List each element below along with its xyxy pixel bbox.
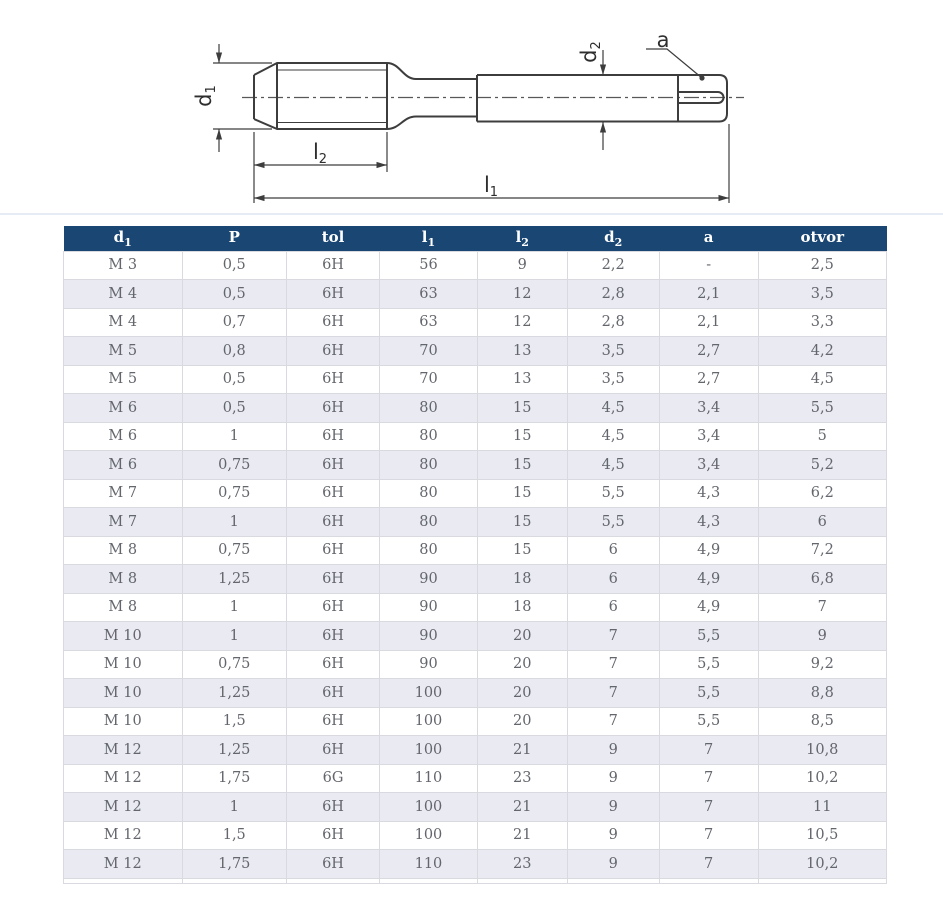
table-cell: 100 bbox=[380, 821, 478, 850]
table-body bbox=[64, 251, 887, 878]
table-cell: 4,5 bbox=[567, 451, 659, 480]
table-cell: M 12 bbox=[64, 821, 183, 850]
table-cell: 90 bbox=[380, 593, 478, 622]
table-cell: M 4 bbox=[64, 280, 183, 309]
table-cell: 1 bbox=[182, 622, 287, 651]
table-cell: 5,5 bbox=[659, 650, 758, 679]
table-cell: 1,5 bbox=[182, 707, 287, 736]
table-cell: 7 bbox=[567, 679, 659, 708]
table-cell: 13 bbox=[477, 337, 567, 366]
table-cell: 15 bbox=[477, 536, 567, 565]
table-row bbox=[64, 451, 887, 480]
table-cell: 4,3 bbox=[659, 479, 758, 508]
table-cell: 6H bbox=[287, 707, 380, 736]
table-cell: 4,9 bbox=[659, 565, 758, 594]
table-cell: 6H bbox=[287, 565, 380, 594]
table-cell: 5,5 bbox=[567, 508, 659, 537]
table-cell: 1,5 bbox=[182, 821, 287, 850]
table-cell: M 5 bbox=[64, 365, 183, 394]
col-header-p: P bbox=[182, 226, 287, 251]
table-cell: M 12 bbox=[64, 793, 183, 822]
table-cell: 100 bbox=[380, 736, 478, 765]
table-cell: 23 bbox=[477, 850, 567, 879]
table-cell: 0,5 bbox=[182, 365, 287, 394]
table-cell: 6H bbox=[287, 650, 380, 679]
table-cell: 4,9 bbox=[659, 593, 758, 622]
col-header-tol: tol bbox=[287, 226, 380, 251]
table-cell: 21 bbox=[477, 821, 567, 850]
dimensions-table bbox=[63, 226, 887, 884]
dimension-d2 bbox=[577, 41, 606, 150]
table-cell: 1,25 bbox=[182, 565, 287, 594]
table-cell: 80 bbox=[380, 394, 478, 423]
dimension-d1 bbox=[192, 44, 272, 152]
table-cell: 6 bbox=[567, 593, 659, 622]
table-row bbox=[64, 821, 887, 850]
section-divider bbox=[0, 213, 943, 215]
table-cell: 1 bbox=[182, 793, 287, 822]
table-cell: 2,8 bbox=[567, 280, 659, 309]
table-cell: 9,2 bbox=[758, 650, 886, 679]
table-cell: M 10 bbox=[64, 650, 183, 679]
table-cell: 80 bbox=[380, 479, 478, 508]
col-header-otvor: otvor bbox=[758, 226, 886, 251]
table-cell: 6H bbox=[287, 280, 380, 309]
table-cell: 6H bbox=[287, 850, 380, 879]
table-cell: 5,5 bbox=[659, 707, 758, 736]
table-cell: M 3 bbox=[64, 251, 183, 280]
table-cell: 80 bbox=[380, 451, 478, 480]
table-cell: 6 bbox=[758, 508, 886, 537]
table-cell: 10,2 bbox=[758, 764, 886, 793]
table-cell: M 8 bbox=[64, 593, 183, 622]
dim-label-a: a bbox=[656, 28, 670, 52]
table-cell: 7 bbox=[659, 850, 758, 879]
table-cell: 0,75 bbox=[182, 650, 287, 679]
table-cell: 6H bbox=[287, 394, 380, 423]
table-row bbox=[64, 850, 887, 879]
col-header-a: a bbox=[659, 226, 758, 251]
table-row bbox=[64, 650, 887, 679]
table-cell: 3,3 bbox=[758, 308, 886, 337]
table-row bbox=[64, 479, 887, 508]
table-cell: 5,5 bbox=[659, 679, 758, 708]
table-cell: - bbox=[659, 251, 758, 280]
table-cell: 56 bbox=[380, 251, 478, 280]
table-cell: 6,8 bbox=[758, 565, 886, 594]
table-cell: 23 bbox=[477, 764, 567, 793]
table-cell: 9 bbox=[567, 764, 659, 793]
table-row bbox=[64, 764, 887, 793]
table-cell: 9 bbox=[567, 821, 659, 850]
table-cell: 6H bbox=[287, 736, 380, 765]
table-row bbox=[64, 707, 887, 736]
table-cell: M 6 bbox=[64, 394, 183, 423]
table-cell: M 4 bbox=[64, 308, 183, 337]
table-cell: 2,5 bbox=[758, 251, 886, 280]
table-row bbox=[64, 679, 887, 708]
table-cell: 18 bbox=[477, 565, 567, 594]
table-cell: 8,8 bbox=[758, 679, 886, 708]
table-cell: 6,2 bbox=[758, 479, 886, 508]
dim-label-l2: l2 bbox=[312, 140, 328, 167]
table-cell: 6H bbox=[287, 622, 380, 651]
table-cell: 20 bbox=[477, 650, 567, 679]
table-cell: 6H bbox=[287, 308, 380, 337]
table-cell: 21 bbox=[477, 736, 567, 765]
table-cell: 3,4 bbox=[659, 451, 758, 480]
table-cell: 2,7 bbox=[659, 365, 758, 394]
table-cell: 90 bbox=[380, 622, 478, 651]
table-cell: 10,5 bbox=[758, 821, 886, 850]
table-cell: 7,2 bbox=[758, 536, 886, 565]
table-cell: 3,5 bbox=[758, 280, 886, 309]
table-partial-row-body bbox=[64, 878, 887, 883]
table-cell: 4,5 bbox=[758, 365, 886, 394]
col-header-d2: $d_2$ bbox=[567, 226, 659, 251]
table-cell: 3,4 bbox=[659, 422, 758, 451]
table-header-row bbox=[64, 226, 887, 251]
table-cell: 6H bbox=[287, 593, 380, 622]
table-cell: 20 bbox=[477, 707, 567, 736]
table-cell: 9 bbox=[758, 622, 886, 651]
table-cell: 1 bbox=[182, 508, 287, 537]
table-cell: 0,5 bbox=[182, 251, 287, 280]
table-cell: 4,2 bbox=[758, 337, 886, 366]
dimensions-table-wrap bbox=[63, 226, 887, 884]
table-cell: 1,25 bbox=[182, 736, 287, 765]
col-header-l1: $l_1$ bbox=[380, 226, 478, 251]
table-cell: 0,5 bbox=[182, 394, 287, 423]
table-cell: M 7 bbox=[64, 479, 183, 508]
table-cell: 70 bbox=[380, 337, 478, 366]
table-cell: 2,2 bbox=[567, 251, 659, 280]
table-cell: 1 bbox=[182, 593, 287, 622]
table-cell: 100 bbox=[380, 793, 478, 822]
table-cell: 10,2 bbox=[758, 850, 886, 879]
table-cell: 7 bbox=[567, 707, 659, 736]
table-cell: 0,75 bbox=[182, 479, 287, 508]
table-cell: 0,7 bbox=[182, 308, 287, 337]
table-cell: 7 bbox=[659, 793, 758, 822]
table-cell: 3,4 bbox=[659, 394, 758, 423]
tap-outline bbox=[254, 63, 727, 129]
table-row bbox=[64, 593, 887, 622]
table-row bbox=[64, 394, 887, 423]
table-cell: 100 bbox=[380, 679, 478, 708]
table-cell: 9 bbox=[567, 793, 659, 822]
table-cell: 80 bbox=[380, 536, 478, 565]
table-cell: 6H bbox=[287, 422, 380, 451]
table-row bbox=[64, 251, 887, 280]
table-cell: 15 bbox=[477, 451, 567, 480]
table-cell: 100 bbox=[380, 707, 478, 736]
table-cell: 6H bbox=[287, 679, 380, 708]
table-cell: 6H bbox=[287, 536, 380, 565]
table-cell: 5,5 bbox=[758, 394, 886, 423]
table-cell: 0,5 bbox=[182, 280, 287, 309]
table-cell: 2,7 bbox=[659, 337, 758, 366]
table-cell: 13 bbox=[477, 365, 567, 394]
table-header bbox=[64, 226, 887, 251]
table-cell: 110 bbox=[380, 850, 478, 879]
table-cell: 6 bbox=[567, 536, 659, 565]
table-row bbox=[64, 536, 887, 565]
table-cell: 15 bbox=[477, 394, 567, 423]
table-cell: 6 bbox=[567, 565, 659, 594]
tap-technical-drawing bbox=[0, 0, 943, 212]
table-cell: 6H bbox=[287, 821, 380, 850]
table-cell: 6H bbox=[287, 451, 380, 480]
table-cell: 5,2 bbox=[758, 451, 886, 480]
table-cell: M 7 bbox=[64, 508, 183, 537]
dimension-l2 bbox=[254, 132, 387, 203]
table-cell: M 12 bbox=[64, 850, 183, 879]
table-row bbox=[64, 736, 887, 765]
table-row bbox=[64, 308, 887, 337]
table-cell: 15 bbox=[477, 422, 567, 451]
callout-a bbox=[646, 28, 705, 81]
table-cell: 0,8 bbox=[182, 337, 287, 366]
table-cell: 63 bbox=[380, 308, 478, 337]
table-cell: 9 bbox=[567, 736, 659, 765]
table-cell: 12 bbox=[477, 280, 567, 309]
table-cell: 7 bbox=[567, 650, 659, 679]
col-header-d1: $d_1$ bbox=[64, 226, 183, 251]
dim-label-l1: l1 bbox=[483, 173, 499, 200]
table-row bbox=[64, 365, 887, 394]
table-cell: 2,8 bbox=[567, 308, 659, 337]
table-cell: 21 bbox=[477, 793, 567, 822]
table-row bbox=[64, 280, 887, 309]
table-cell: 4,5 bbox=[567, 422, 659, 451]
col-header-l2: $l_2$ bbox=[477, 226, 567, 251]
table-cell: 2,1 bbox=[659, 280, 758, 309]
table-cell: 7 bbox=[758, 593, 886, 622]
table-cell: M 12 bbox=[64, 736, 183, 765]
table-cell: 90 bbox=[380, 650, 478, 679]
table-row-partial bbox=[64, 878, 887, 883]
table-cell: M 12 bbox=[64, 764, 183, 793]
table-row bbox=[64, 337, 887, 366]
table-cell: 3,5 bbox=[567, 365, 659, 394]
table-cell: 20 bbox=[477, 679, 567, 708]
table-cell: 7 bbox=[659, 821, 758, 850]
table-cell: 4,3 bbox=[659, 508, 758, 537]
table-cell: M 10 bbox=[64, 679, 183, 708]
table-cell: 5 bbox=[758, 422, 886, 451]
table-cell: 90 bbox=[380, 565, 478, 594]
table-cell: M 8 bbox=[64, 565, 183, 594]
table-cell: 1,75 bbox=[182, 850, 287, 879]
table-cell: 0,75 bbox=[182, 536, 287, 565]
table-cell: 6H bbox=[287, 251, 380, 280]
table-cell: 1,75 bbox=[182, 764, 287, 793]
table-cell: M 6 bbox=[64, 422, 183, 451]
table-cell: 80 bbox=[380, 422, 478, 451]
table-cell: 5,5 bbox=[659, 622, 758, 651]
table-cell: 3,5 bbox=[567, 337, 659, 366]
table-cell: M 8 bbox=[64, 536, 183, 565]
table-cell: 15 bbox=[477, 508, 567, 537]
table-cell: 18 bbox=[477, 593, 567, 622]
table-cell: 6H bbox=[287, 508, 380, 537]
table-cell: 4,9 bbox=[659, 536, 758, 565]
table-cell: 6H bbox=[287, 337, 380, 366]
table-row bbox=[64, 508, 887, 537]
table-cell: 0,75 bbox=[182, 451, 287, 480]
table-cell: 110 bbox=[380, 764, 478, 793]
table-cell: 7 bbox=[659, 764, 758, 793]
table-row bbox=[64, 565, 887, 594]
table-cell: 7 bbox=[659, 736, 758, 765]
table-cell: 80 bbox=[380, 508, 478, 537]
table-cell: 7 bbox=[567, 622, 659, 651]
table-cell: 1,25 bbox=[182, 679, 287, 708]
table-row bbox=[64, 622, 887, 651]
table-cell: 9 bbox=[567, 850, 659, 879]
table-row bbox=[64, 422, 887, 451]
table-cell: M 5 bbox=[64, 337, 183, 366]
table-cell: 11 bbox=[758, 793, 886, 822]
table-cell: 10,8 bbox=[758, 736, 886, 765]
table-cell: 2,1 bbox=[659, 308, 758, 337]
table-cell: 6H bbox=[287, 793, 380, 822]
table-row bbox=[64, 793, 887, 822]
table-cell: 6G bbox=[287, 764, 380, 793]
table-cell: 8,5 bbox=[758, 707, 886, 736]
table-cell: M 6 bbox=[64, 451, 183, 480]
table-cell: 70 bbox=[380, 365, 478, 394]
thread-lines bbox=[277, 70, 387, 123]
table-cell: 4,5 bbox=[567, 394, 659, 423]
table-cell: 63 bbox=[380, 280, 478, 309]
table-cell: 15 bbox=[477, 479, 567, 508]
table-cell: 12 bbox=[477, 308, 567, 337]
table-cell: 5,5 bbox=[567, 479, 659, 508]
table-cell: 1 bbox=[182, 422, 287, 451]
table-cell: 20 bbox=[477, 622, 567, 651]
dim-label-d2: d2 bbox=[577, 41, 604, 63]
table-cell: M 10 bbox=[64, 622, 183, 651]
dim-label-d1: d1 bbox=[192, 85, 219, 107]
table-cell: M 10 bbox=[64, 707, 183, 736]
table-cell: 9 bbox=[477, 251, 567, 280]
table-cell: 6H bbox=[287, 479, 380, 508]
table-cell: 6H bbox=[287, 365, 380, 394]
